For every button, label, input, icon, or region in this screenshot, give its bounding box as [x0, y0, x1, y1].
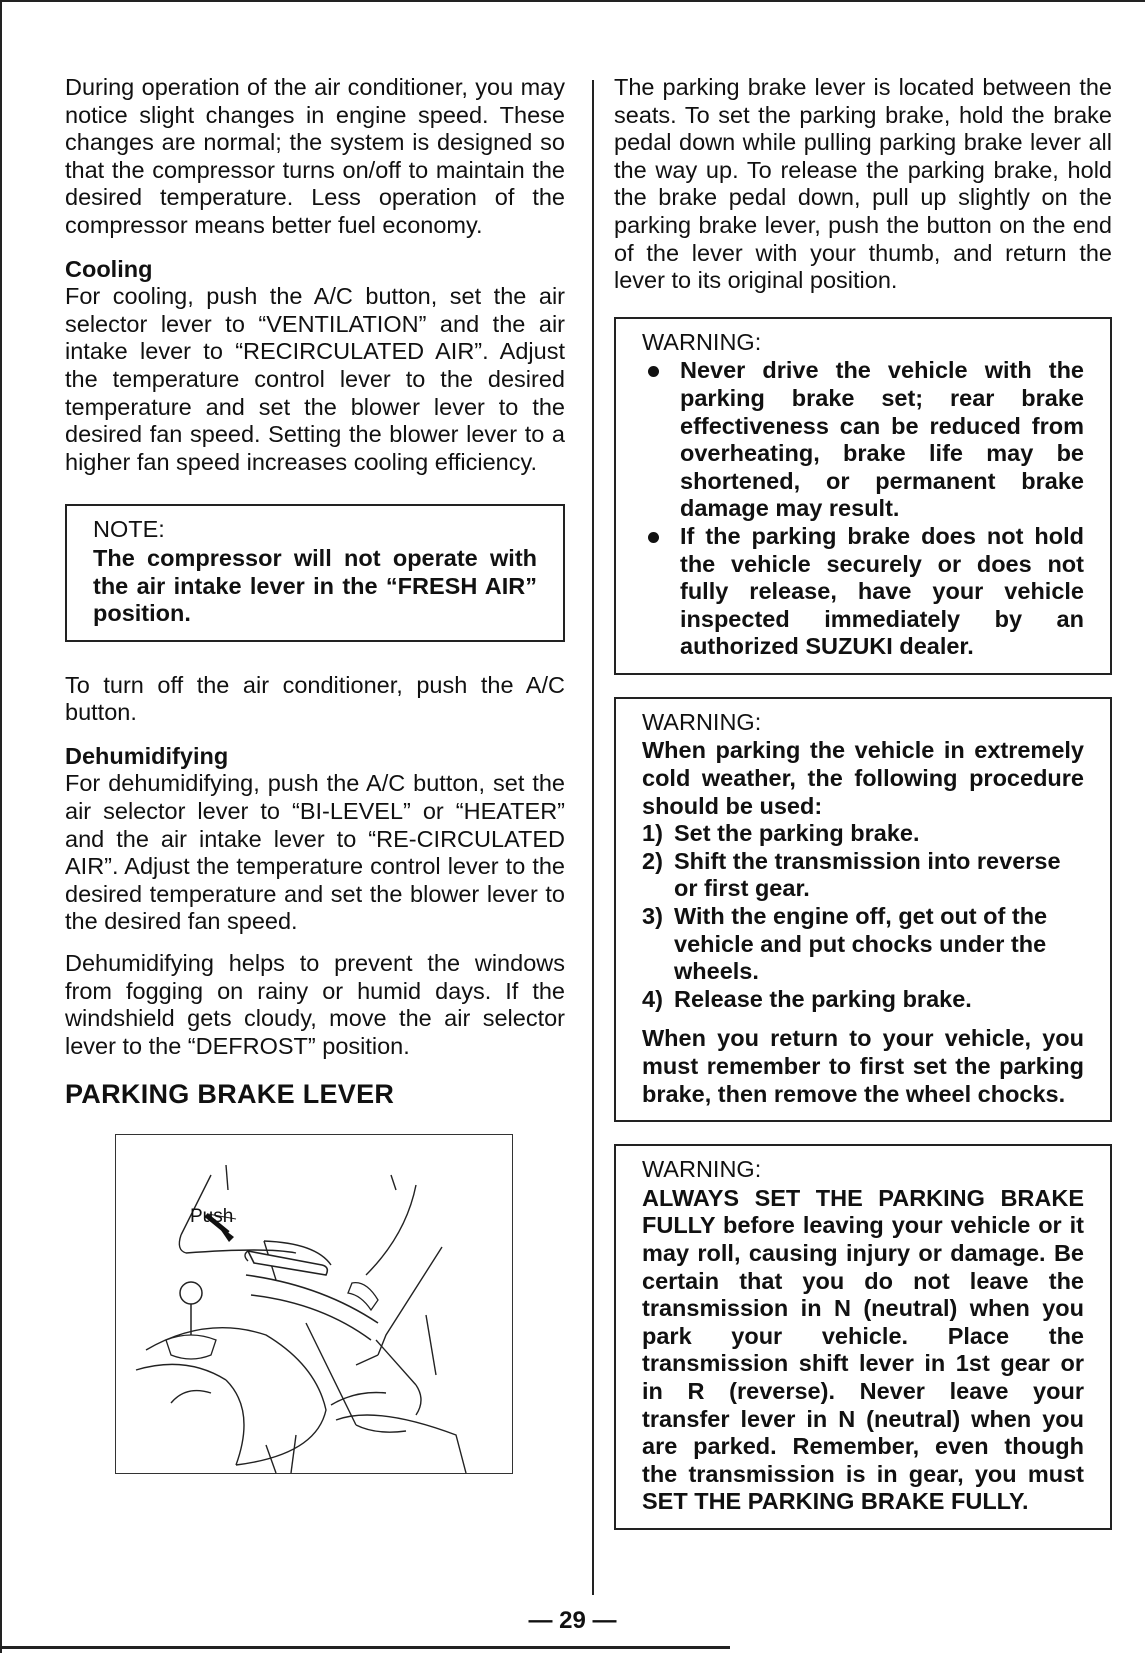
warning-3-title: WARNING:	[642, 1156, 762, 1183]
cooling-paragraph: For cooling, push the A/C button, set the air selector lever to “VENTILATION” and the air intake lever to “RECIRCULATED AIR”. Adjust the temperature control lever to the desired temperature and set the blower lever to the desired fan speed. Setting the blower lever to a higher fan speed increases cooling efficiency.	[65, 283, 565, 475]
step-number: 2)	[642, 847, 663, 874]
turn-off-paragraph: To turn off the air conditioner, push the A/C button.	[65, 671, 565, 726]
warning-2-step-2	[642, 848, 1084, 903]
dehumidifying-paragraph-2: Dehumidifying helps to prevent the windows from fogging on rainy or humid days. If the windshield gets cloudy, move the air selector lever to the “DEFROST” position.	[65, 950, 565, 1059]
warning-2-intro: When parking the vehicle in extremely cold weather, the following procedure should be used:	[642, 737, 1084, 819]
step-number: 1)	[642, 820, 663, 847]
dehumidifying-heading: Dehumidifying	[65, 742, 229, 769]
note-text: The compressor will not operate with the air intake lever in the “FRESH AIR” position.	[93, 544, 537, 627]
warning-box-2	[614, 697, 1112, 1122]
warning-1-bullets	[642, 357, 1084, 661]
parking-brake-illustration	[115, 1134, 513, 1474]
column-divider	[592, 80, 594, 1595]
warning-box-1	[614, 317, 1112, 675]
warning-2-title: WARNING:	[642, 708, 762, 735]
page-number: — 29 —	[528, 1607, 617, 1634]
step-text: Release the parking brake.	[674, 985, 972, 1012]
left-column	[65, 74, 565, 1474]
warning-2-step-1	[642, 820, 1084, 848]
parking-brake-intro: The parking brake lever is located between the seats. To set the parking brake, hold the brake pedal down while pulling parking brake lever all the way up. To release the parking brake, hold the brake pedal down, pull up slightly on the parking brake lever, push the button on the end of the lever with your thumb, and return the lever to its original position.	[614, 74, 1112, 294]
warning-1-bullet-2: If the parking brake does not hold the vehicle securely or does not fully release, have your vehicle inspected immediately by an authorized SUZUKI dealer.	[642, 523, 1084, 661]
brake-lever	[245, 1251, 378, 1310]
cooling-heading: Cooling	[65, 255, 153, 282]
right-column	[614, 74, 1112, 1552]
warning-2-step-3	[642, 903, 1084, 986]
dehumidifying-paragraph: For dehumidifying, push the A/C button, set the air selector lever to “BI-LEVEL” or “HEATER” and the air intake lever to “RE-CIRCULATED AIR”. Adjust the temperature control lever to the desired temperature and set the blower lever to the desired fan speed.	[65, 770, 565, 935]
step-number: 4)	[642, 985, 663, 1012]
parking-brake-drawing	[116, 1135, 512, 1473]
page-left-edge	[0, 0, 2, 1653]
warning-box-3	[614, 1144, 1112, 1530]
note-box	[65, 504, 565, 641]
parking-brake-section-title: PARKING BRAKE LEVER	[65, 1079, 395, 1110]
note-title: NOTE:	[93, 516, 165, 543]
warning-2-outro: When you return to your vehicle, you must remember to first set the parking brake, then remove the wheel chocks.	[642, 1025, 1084, 1107]
page-bottom-edge	[0, 1646, 730, 1649]
step-text: Set the parking brake.	[674, 820, 920, 847]
step-text: Shift the transmission into reverse or first gear.	[674, 847, 1061, 902]
warning-1-bullet-1: Never drive the vehicle with the parking brake set; rear brake effectiveness can be reduced from overheating, brake life may be shortened, or permanent brake damage may result.	[642, 357, 1084, 523]
warning-2-step-4	[642, 986, 1084, 1014]
warning-2-steps	[642, 820, 1084, 1013]
step-text: With the engine off, get out of the vehicle and put chocks under the wheels.	[674, 903, 1048, 985]
ac-intro-paragraph: During operation of the air conditioner, you may notice slight changes in engine speed. These changes are normal; the system is designed so that the compressor turns on/off to maintain the desired temperature. Less operation of the compressor means better fuel economy.	[65, 74, 565, 238]
push-label: Push	[190, 1206, 234, 1228]
warning-1-title: WARNING:	[642, 328, 762, 355]
shift-knob	[166, 1282, 216, 1359]
page-top-edge	[0, 0, 1145, 2]
warning-3-text: ALWAYS SET THE PARKING BRAKE FULLY before leaving your vehicle or it may roll, causing injury or damage. Be certain that you do not leave the transmission in N (neutral) when you park your vehicle. Place the transmission shift lever in 1st gear or in R (reverse). Never leave your transfer lever in N (neutral) when you are parked. Remember, even though the transmission is in gear, you must SET THE PARKING BRAKE FULLY.	[642, 1184, 1084, 1515]
step-number: 3)	[642, 903, 663, 930]
